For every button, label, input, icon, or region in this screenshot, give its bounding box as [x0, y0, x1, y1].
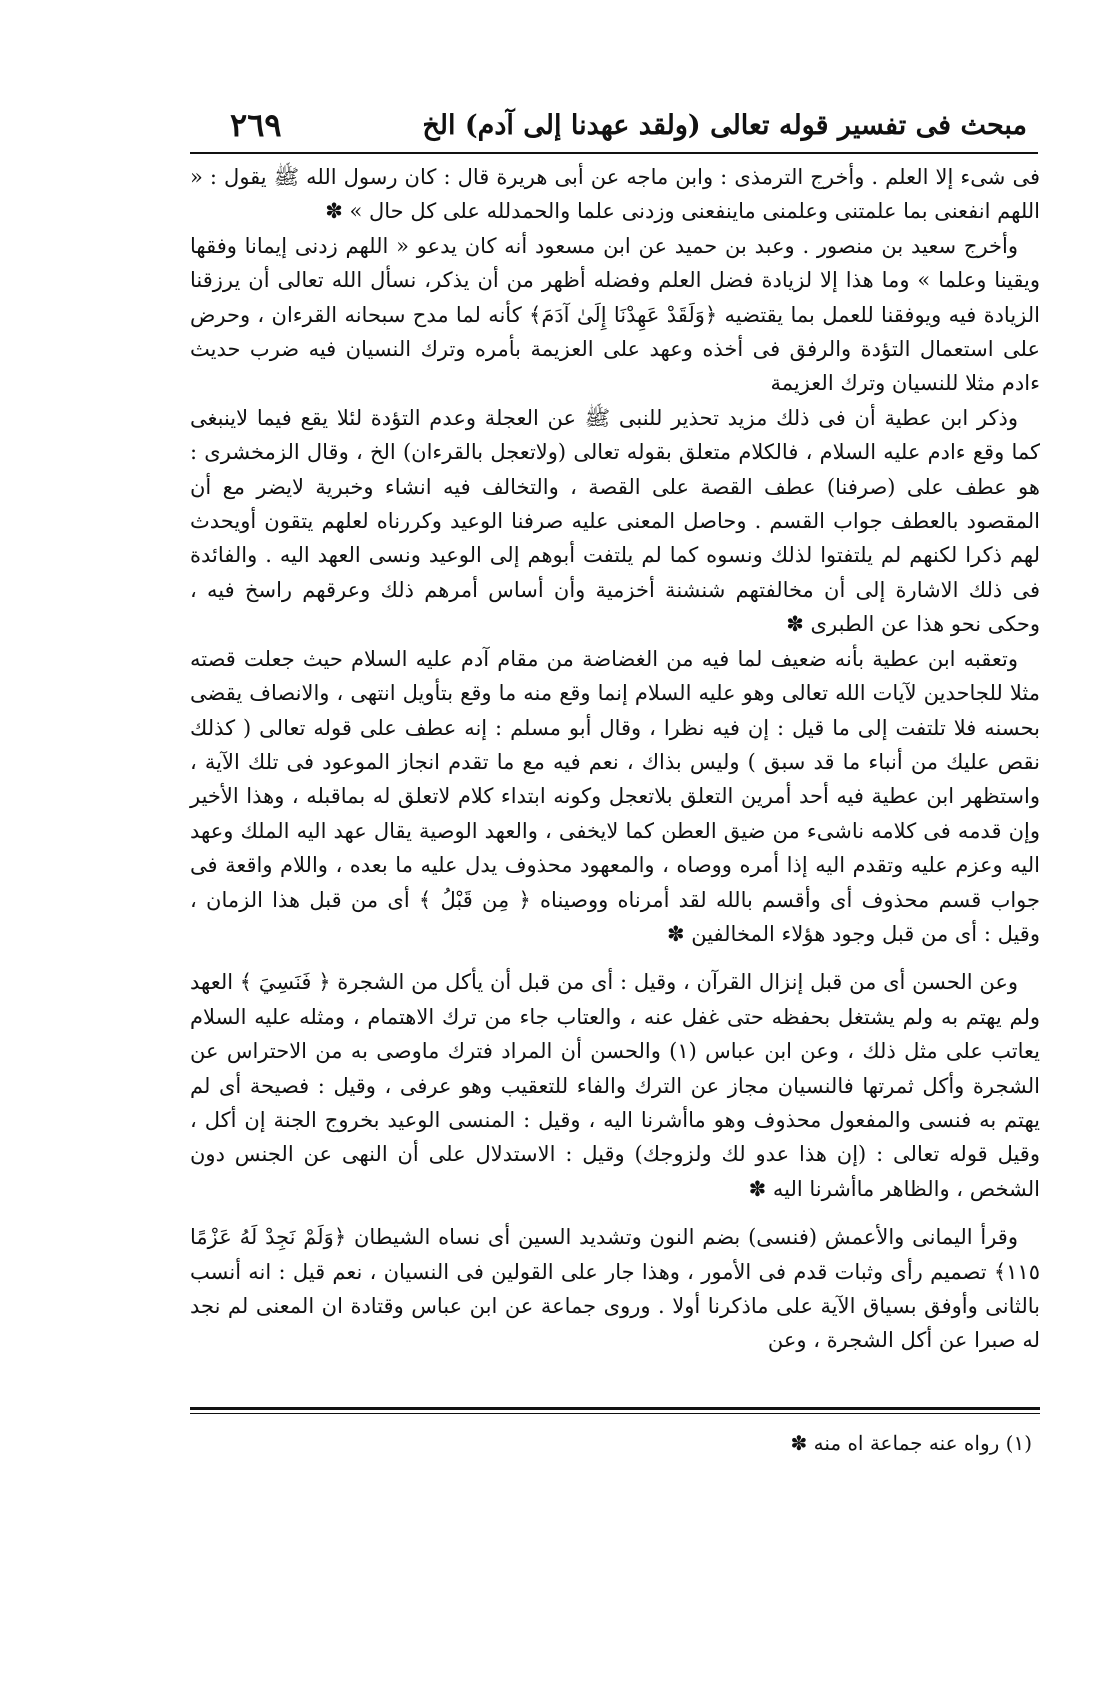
running-title: مبحث فى تفسير قوله تعالى (ولقد عهدنا إلى آدم) الخ — [422, 110, 1027, 141]
paragraph-6: وقرأ اليمانى والأعمش (فنسى) بضم النون وتشديد السين أى نساه الشيطان ﴿وَلَمْ نَجِدْ لَهُ عَزْمًا ١١٥﴾ تصميم رأى وثبات قدم فى الأمور ، وهذا جار على القولين فى النسيان ، نعم قيل : انه أنسب بالثانى وأوفق بسياق الآية على ماذكرنا أولا . وروى جماعة عن ابن عباس وقتادة ان المعنى لم نجد له صبرا عن أكل الشجرة ، وعن — [190, 1225, 1040, 1353]
paragraph-5: وعن الحسن أى من قبل إنزال القرآن ، وقيل : أى من قبل أن يأكل من الشجرة ﴿ فَنَسِيَ ﴾ العهد ولم يهتم به ولم يشتغل بحفظه حتى غفل عنه ، والعتاب جاء من ترك الاهتمام ، ومثله عليه السلام يعاتب على مثل ذلك ، وعن ابن عباس (١) والحسن أن المراد فترك ماوصى به من الاحتراس عن الشجرة وأكل ثمرتها فالنسيان مجاز عن الترك والفاء للتعقيب وهو عرفى ، وقيل : فصيحة أى لم يهتم به فنسى والمفعول محذوف وهو ماأشرنا اليه ، وقيل : المنسى الوعيد بخروج الجنة إن أكل ، وقيل قوله تعالى : (إن هذا عدو لك ولزوجك) وقيل : الاستدلال على أن النهى عن الجنس دون الشخص ، والظاهر ماأشرنا اليه ✽ — [190, 970, 1040, 1201]
footnote-rule — [190, 1407, 1040, 1410]
paragraph-3: وذكر ابن عطية أن فى ذلك مزيد تحذير للنبى ﷺ عن العجلة وعدم التؤدة لئلا يقع فيما لاينبغى كما وقع ءادم عليه السلام ، فالكلام متعلق بقوله تعالى (ولاتعجل بالقرءان) الخ ، وقال الزمخشرى : هو عطف على (صرفنا) عطف القصة على القصة ، والتخالف فيه انشاء وخبرية لايضر مع أن المقصود بالعطف جواب القسم . وحاصل المعنى عليه صرفنا الوعيد وكررناه لعلهم يتقون أويحدث لهم ذكرا لكنهم لم يلتفتوا لذلك ونسوه كما لم يلتفت أبوهم إلى الوعيد ونسى العهد اليه . والفائدة فى ذلك الاشارة إلى أن مخالفتهم شنشنة أخزمية وأن أساس أمرهم ذلك وعرقهم راسخ فيه ، وحكى نحو هذا عن الطبرى ✽ — [190, 405, 1040, 637]
footnote-rule-thin — [190, 1413, 1040, 1414]
footnote: (١) رواه عنه جماعة اه منه ✽ — [790, 1431, 1032, 1455]
paragraph-4: وتعقبه ابن عطية بأنه ضعيف لما فيه من الغضاضة من مقام آدم عليه السلام حيث جعلت قصته مثلا للجاحدين لآيات الله تعالى وهو عليه السلام إنما وقع منه ما وقع بتأويل انتهى ، والانصاف يقضى بحسنه فلا تلتفت إلى ما قيل : إن فيه نظرا ، وقال أبو مسلم : إنه عطف على قوله تعالى ( كذلك نقص عليك من أنباء ما قد سبق ) وليس بذاك ، نعم فيه مع ما تقدم انجاز الموعود فى تلك الآية ، واستظهر ابن عطية فيه أحد أمرين التعلق بلاتعجل وكونه ابتداء كلام لاتعلق له بماقبله ، وهذا الأخير وإن قدمه فى كلامه ناشىء من ضيق العطن كما لايخفى ، والعهد الوصية يقال عهد اليه الملك وعهد اليه وعزم عليه وتقدم اليه إذا أمره ووصاه ، والمعهود محذوف يدل عليه ما بعده ، واللام واقعة فى جواب قسم محذوف أى وأقسم بالله لقد أمرناه ووصيناه ﴿ مِن قَبْلُ ﴾ أى من قبل هذا الزمان ، وقيل : أى من قبل وجود هؤلاء المخالفين ✽ — [190, 646, 1040, 946]
paragraph-1: فى شىء إلا العلم . وأخرج الترمذى : وابن ماجه عن أبى هريرة قال : كان رسول الله ﷺ يقول : « اللهم انفعنى بما علمتنى وعلمنى ماينفعنى وزدنى علما والحمدلله على كل حال » ✽ — [190, 165, 1040, 224]
paragraph-2: وأخرج سعيد بن منصور . وعبد بن حميد عن ابن مسعود أنه كان يدعو « اللهم زدنى إيمانا وفقها ويقينا وعلما » وما هذا إلا لزيادة فضل العلم وفضله أظهر من أن يذكر، نسأل الله تعالى أن يرزقنا الزيادة فيه ويوفقنا للعمل بما يقتضيه ﴿وَلَقَدْ عَهِدْنَا إِلَىٰ آدَمَ﴾ كأنه لما مدح سبحانه القرءان ، وحرض على استعمال التؤدة والرفق فى أخذه وعهد على العزيمة بأمره وترك النسيان فيه ضرب حديث ءادم مثلا للنسيان وترك العزيمة — [190, 233, 1040, 396]
page-number: ٢٦٩ — [230, 106, 282, 144]
header-rule — [190, 152, 1038, 154]
page-header — [190, 104, 1035, 152]
body-text — [190, 160, 1040, 1690]
